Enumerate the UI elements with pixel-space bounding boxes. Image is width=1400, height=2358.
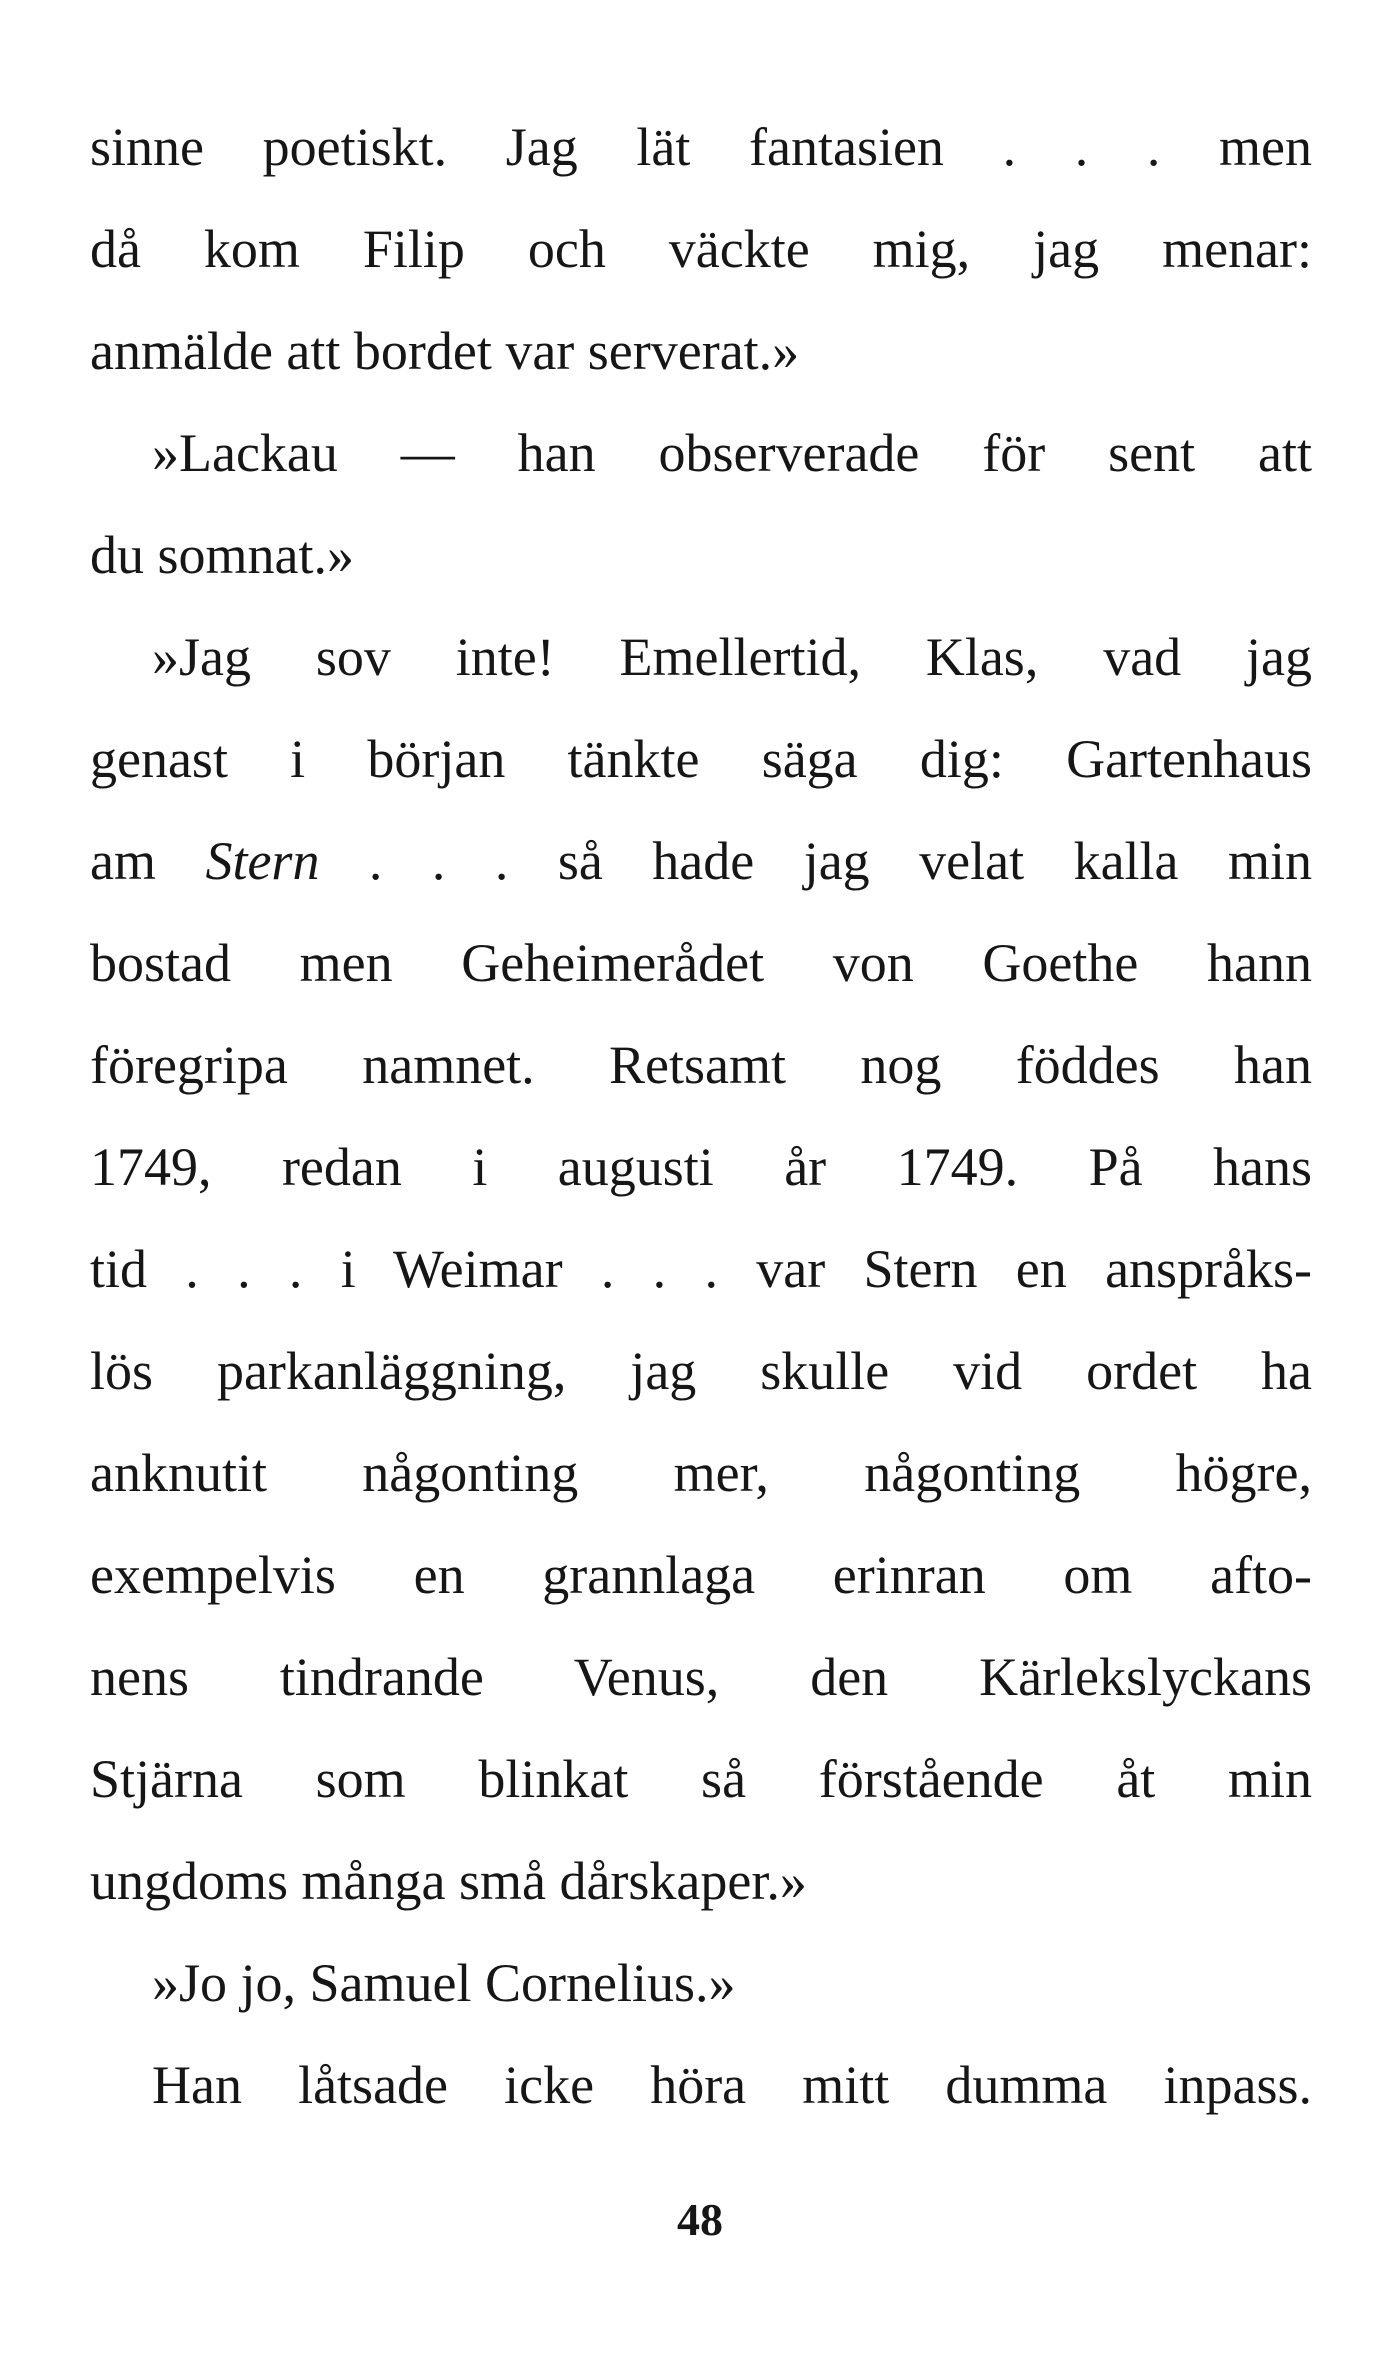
text-line: du somnat.» (90, 525, 354, 585)
text-line: Stjärna som blinkat så förstående åt min (90, 1749, 1312, 1809)
text-line: sinne poetiskt. Jag lät fantasien . . . men (90, 117, 1312, 177)
text-line: föregripa namnet. Retsamt nog föddes han (90, 1035, 1312, 1095)
text-line: »Jo jo, Samuel Cornelius.» (152, 1953, 736, 2013)
text-line: exempelvis en grannlaga erinran om afto- (90, 1545, 1312, 1605)
text-line: »Lackau — han observerade för sent att (152, 423, 1312, 483)
text-segment: . . . så hade jag velat kalla min (319, 831, 1312, 891)
text-line: då kom Filip och väckte mig, jag menar: (90, 219, 1312, 279)
text-line: nens tindrande Venus, den Kärlekslyckans (90, 1647, 1312, 1707)
text-line: lös parkanläggning, jag skulle vid ordet ha (90, 1341, 1312, 1401)
text-line: Han låtsade icke höra mitt dumma inpass. (152, 2055, 1312, 2115)
text-line: genast i början tänkte säga dig: Gartenhaus (90, 729, 1312, 789)
text-line: bostad men Geheimerådet von Goethe hann (90, 933, 1312, 993)
text-line-with-italic (90, 810, 1312, 912)
text-line: »Jag sov inte! Emellertid, Klas, vad jag (152, 627, 1312, 687)
text-line: 1749, redan i augusti år 1749. På hans (90, 1137, 1312, 1197)
text-segment: am (90, 831, 206, 891)
text-line: anmälde att bordet var serverat.» (90, 321, 800, 381)
italic-word: Stern (205, 831, 320, 891)
text-line: ungdoms många små dårskaper.» (90, 1851, 807, 1911)
body-text (90, 96, 1312, 2136)
text-line: tid . . . i Weimar . . . var Stern en anspråks- (90, 1239, 1312, 1299)
page-number: 48 (677, 2194, 723, 2245)
text-line: anknutit någonting mer, någonting högre, (90, 1443, 1312, 1503)
